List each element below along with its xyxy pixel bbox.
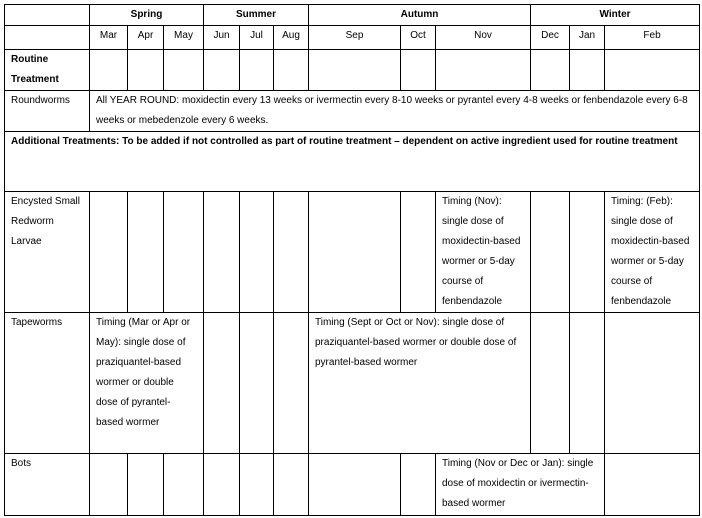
bots-timing: Timing (Nov or Dec or Jan): single dose of moxidectin or ivermectin-based wormer <box>436 454 605 516</box>
tapeworms-row <box>5 313 700 454</box>
month-jul: Jul <box>240 26 274 50</box>
routine-treatment-label: Routine Treatment <box>5 50 90 91</box>
roundworms-row <box>5 91 700 132</box>
encysted-row <box>5 192 700 313</box>
month-jan: Jan <box>570 26 605 50</box>
season-header-row <box>5 5 700 26</box>
tapeworms-spring-timing: Timing (Mar or Apr or May): single dose of praziquantel-based wormer or double dose of pyrantel-based wormer <box>90 313 204 454</box>
bots-label: Bots <box>5 454 90 516</box>
month-aug: Aug <box>274 26 309 50</box>
month-apr: Apr <box>128 26 164 50</box>
additional-treatments-heading: Additional Treatments: To be added if not controlled as part of routine treatment – dependent on active ingredient used for routine treatment <box>5 132 700 192</box>
month-mar: Mar <box>90 26 128 50</box>
season-spring: Spring <box>90 5 204 26</box>
tapeworms-autumn-timing: Timing (Sept or Oct or Nov): single dose of praziquantel-based wormer or double dose of pyrantel-based wormer <box>309 313 531 454</box>
month-oct: Oct <box>401 26 436 50</box>
bots-row <box>5 454 700 516</box>
month-nov: Nov <box>436 26 531 50</box>
encysted-feb-timing: Timing: (Feb): single dose of moxidectin-based wormer or 5-day course of fenbendazole <box>605 192 700 313</box>
additional-treatments-row <box>5 132 700 192</box>
roundworms-treatment: All YEAR ROUND: moxidectin every 13 weeks or ivermectin every 8-10 weeks or pyrantel every 4-8 weeks or fenbendazole every 6-8 weeks or mebedenzole every 6 weeks. <box>90 91 700 132</box>
month-jun: Jun <box>204 26 240 50</box>
season-summer: Summer <box>204 5 309 26</box>
season-autumn: Autumn <box>309 5 531 26</box>
corner-cell <box>5 26 90 50</box>
month-sep: Sep <box>309 26 401 50</box>
encysted-nov-timing: Timing (Nov): single dose of moxidectin-based wormer or 5-day course of fenbendazole <box>436 192 531 313</box>
month-header-row <box>5 26 700 50</box>
tapeworms-label: Tapeworms <box>5 313 90 454</box>
month-dec: Dec <box>531 26 570 50</box>
worming-schedule-table <box>4 4 700 516</box>
corner-cell <box>5 5 90 26</box>
routine-treatment-row <box>5 50 700 91</box>
month-feb: Feb <box>605 26 700 50</box>
season-winter: Winter <box>531 5 700 26</box>
month-may: May <box>164 26 204 50</box>
encysted-label: Encysted Small Redworm Larvae <box>5 192 90 313</box>
roundworms-label: Roundworms <box>5 91 90 132</box>
